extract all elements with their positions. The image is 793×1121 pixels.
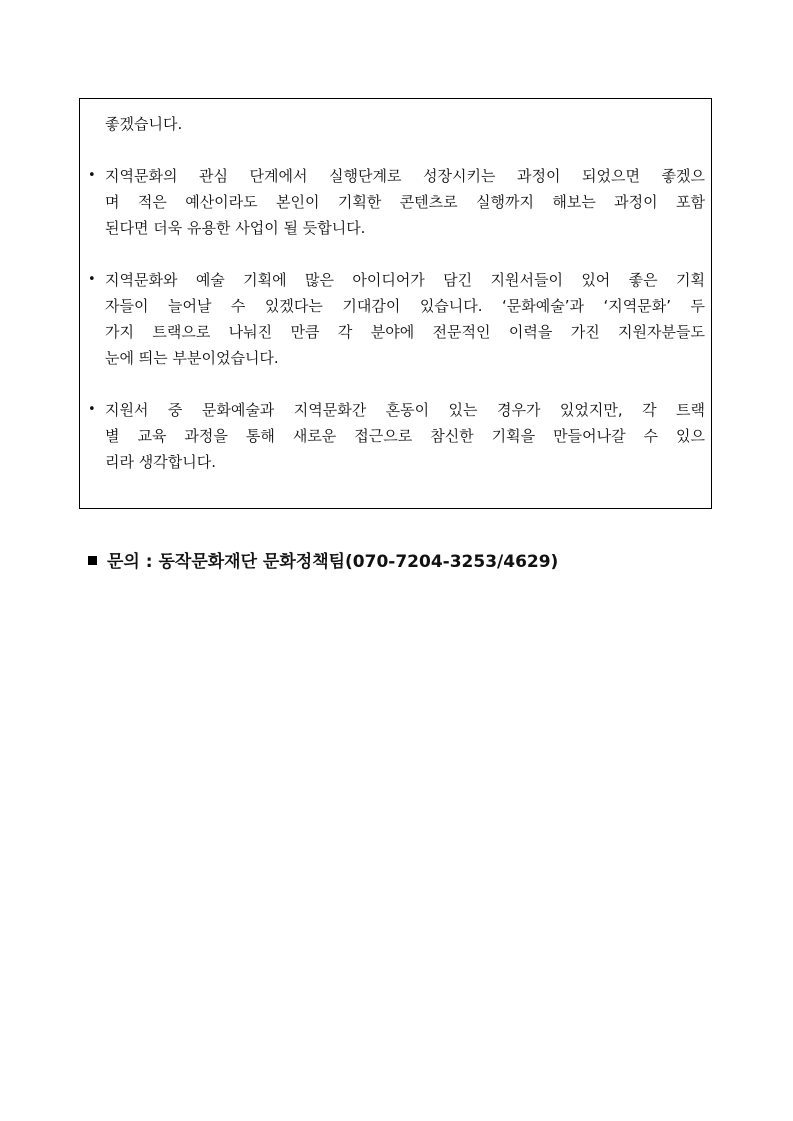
square-bullet-icon <box>88 556 97 565</box>
paragraph-2-line-1: 지역문화와 예술 기획에 많은 아이디어가 담긴 지원서들이 있어 좋은 기획 <box>105 271 705 289</box>
paragraph-1-line-3: 된다면 더욱 유용한 사업이 될 듯합니다. <box>105 219 366 237</box>
paragraph-2-line-4: 눈에 띄는 부분이었습니다. <box>105 349 279 367</box>
bullet-2: • <box>88 272 96 287</box>
contact-text: 문의 : 동작문화재단 문화정책팀(070-7204-3253/4629) <box>107 552 559 572</box>
paragraph-1-line-1: 지역문화의 관심 단계에서 실행단계로 성장시키는 과정이 되었으면 좋겠으 <box>105 167 705 185</box>
paragraph-3-line-1: 지원서 중 문화예술과 지역문화간 혼동이 있는 경우가 있었지만, 각 트랙 <box>105 401 705 419</box>
continuation-line: 좋겠습니다. <box>105 115 183 133</box>
bullet-1: • <box>88 168 96 183</box>
paragraph-1-line-2: 며 적은 예산이라도 본인이 기획한 콘텐츠로 실행까지 해보는 과정이 포함 <box>105 193 705 211</box>
bullet-3: • <box>88 402 96 417</box>
contact-line <box>88 551 558 573</box>
paragraph-2-line-2: 자들이 늘어날 수 있겠다는 기대감이 있습니다. ‘문화예술’과 ‘지역문화’ 두 <box>105 297 705 315</box>
paragraph-3-line-3: 리라 생각합니다. <box>105 453 216 471</box>
paragraph-2-line-3: 가지 트랙으로 나눠진 만큼 각 분야에 전문적인 이력을 가진 지원자분들도 <box>105 323 705 341</box>
paragraph-3-line-2: 별 교육 과정을 통해 새로운 접근으로 참신한 기획을 만들어나갈 수 있으 <box>105 427 705 445</box>
